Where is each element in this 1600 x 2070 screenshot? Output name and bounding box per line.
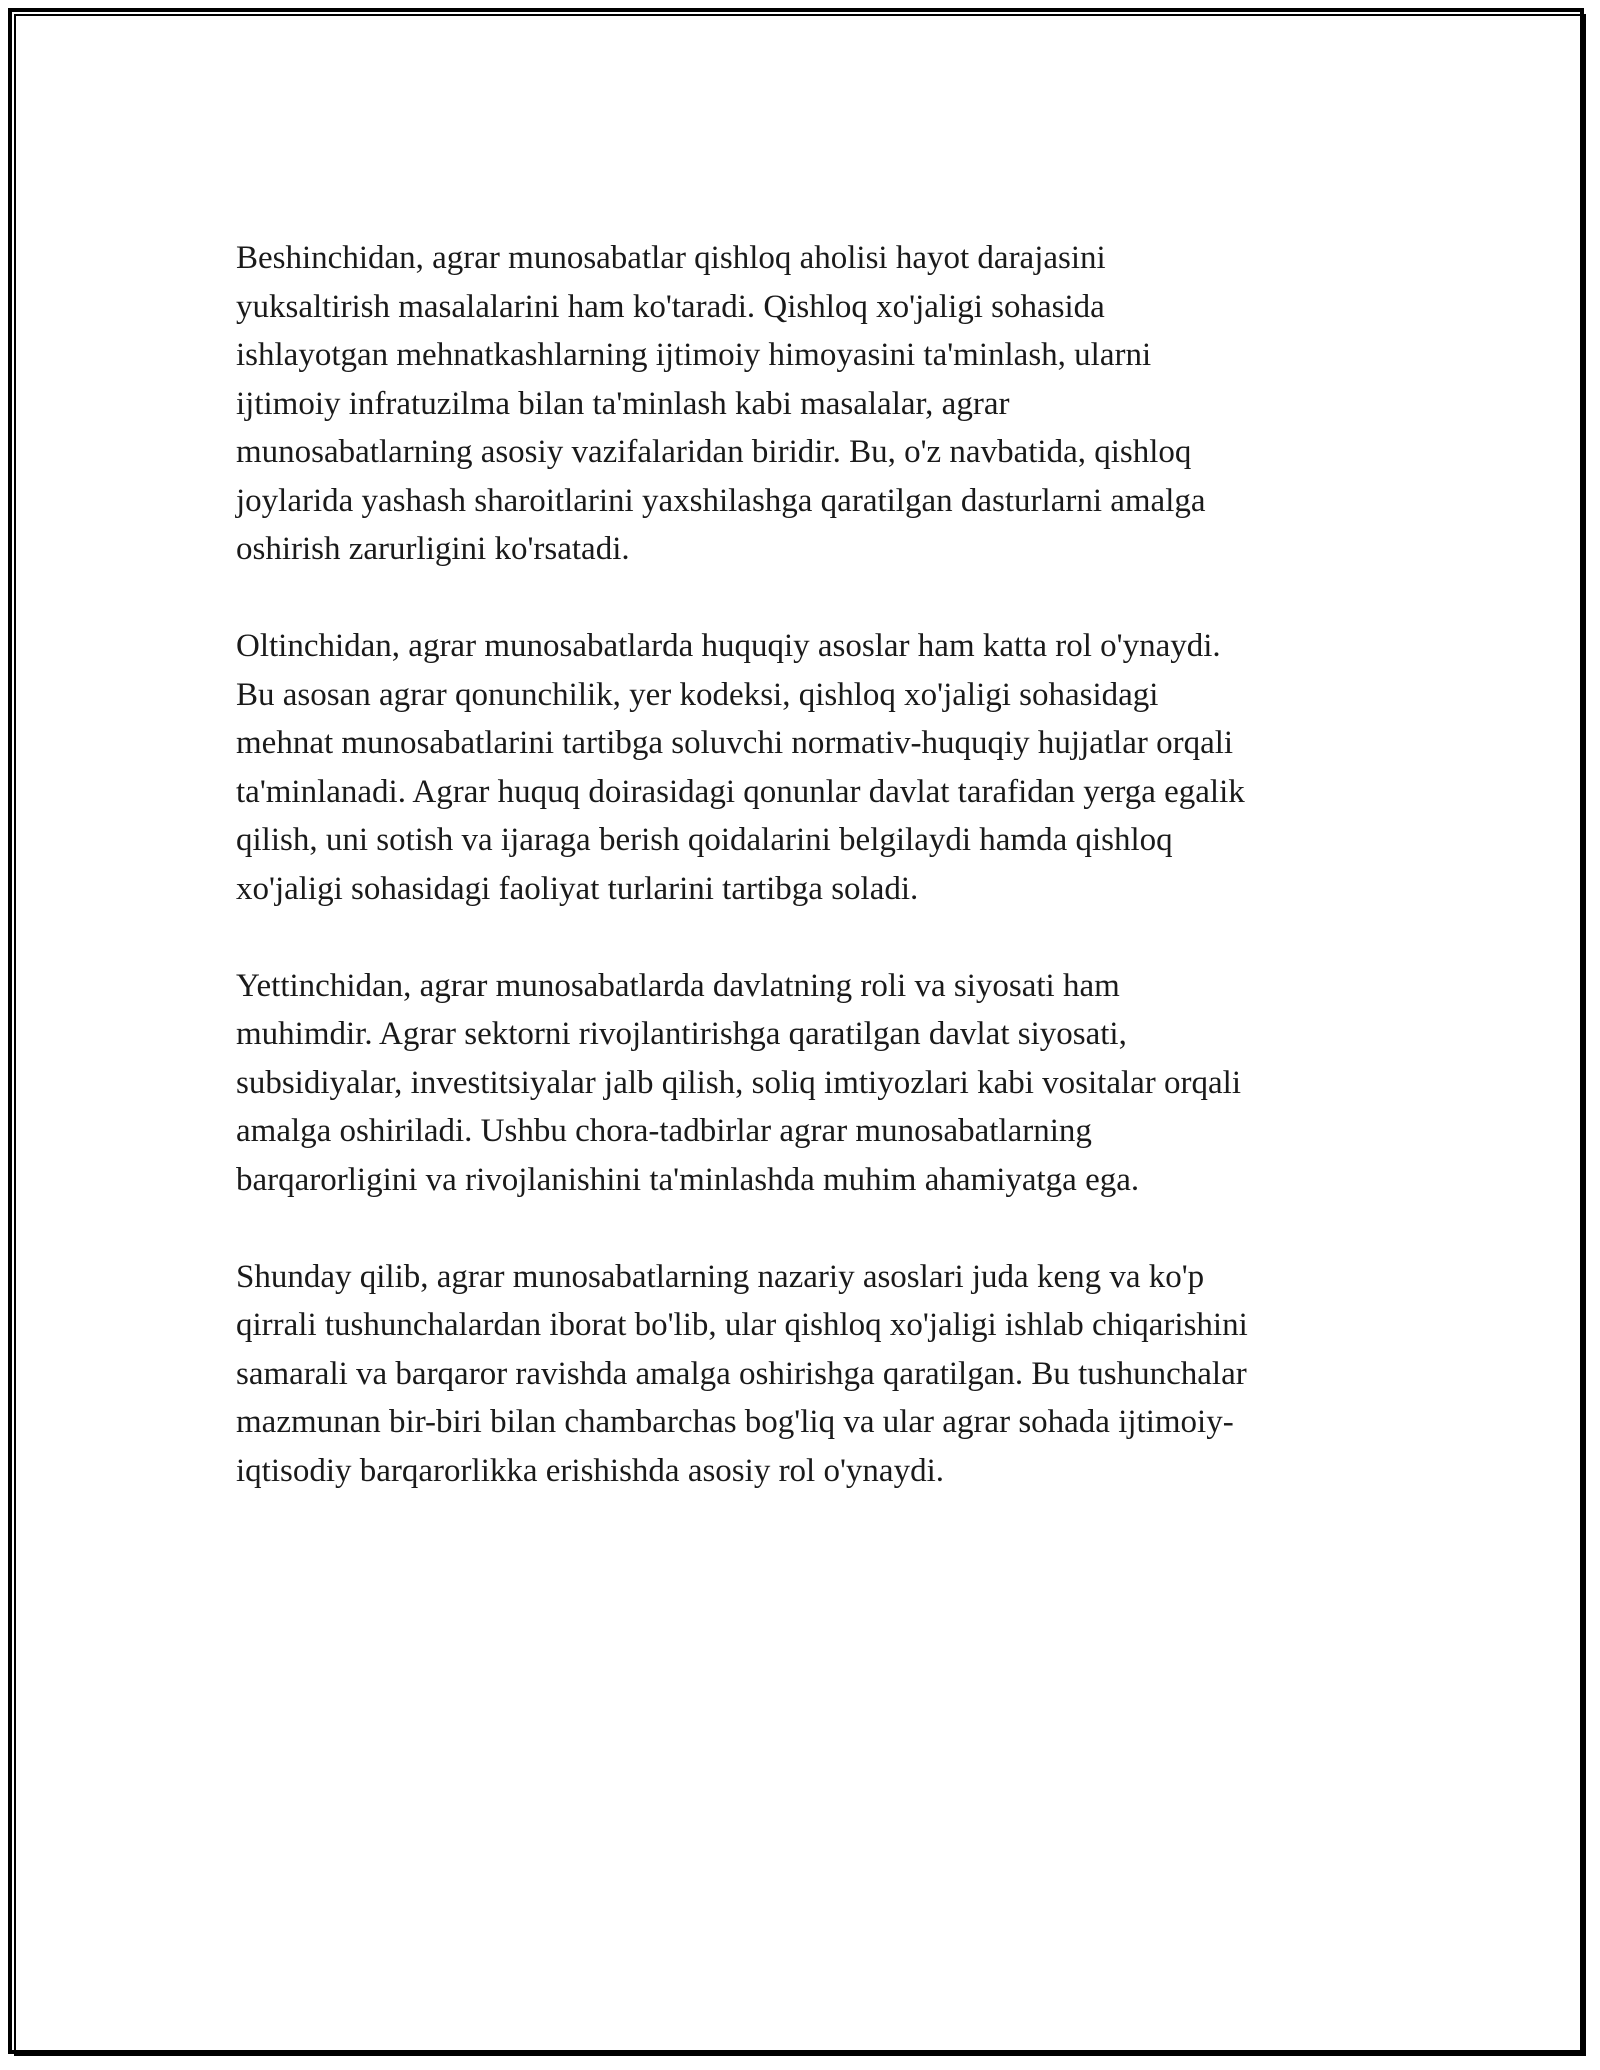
text-line: Shunday qilib, agrar munosabatlarning nazariy asoslari juda keng va ko'p xyxy=(236,1258,1205,1295)
text-line: mazmunan bir-biri bilan chambarchas bog'liq va ular agrar sohada ijtimoiy- xyxy=(236,1404,1234,1440)
paragraph-beshinchidan xyxy=(236,234,1366,574)
text-line: subsidiyalar, investitsiyalar jalb qilish, soliq imtiyozlari kabi vositalar orqali xyxy=(236,1064,1242,1101)
paragraph-yettinchidan xyxy=(236,962,1366,1205)
document-body xyxy=(236,234,1366,1544)
text-line: munosabatlarning asosiy vazifalaridan biridir. Bu, o'z navbatida, qishloq xyxy=(236,434,1192,470)
text-line: mehnat munosabatlarini tartibga soluvchi normativ-huquqiy hujjatlar orqali xyxy=(236,725,1234,761)
text-line: ishlayotgan mehnatkashlarning ijtimoiy himoyasini ta'minlash, ularni xyxy=(236,337,1152,373)
text-line: ijtimoiy infratuzilma bilan ta'minlash kabi masalalar, agrar xyxy=(236,385,1010,422)
text-line: Beshinchidan, agrar munosabatlar qishloq aholisi hayot darajasini xyxy=(236,240,1106,276)
text-line: ta'minlanadi. Agrar huquq doirasidagi qonunlar davlat tarafidan yerga egalik xyxy=(236,773,1245,810)
text-line: xo'jaligi sohasidagi faoliyat turlarini tartibga soladi. xyxy=(236,870,919,907)
text-line: qirrali tushunchalardan iborat bo'lib, ular qishloq xo'jaligi ishlab chiqarishini xyxy=(236,1307,1248,1343)
text-line: Oltinchidan, agrar munosabatlarda huquqiy asoslar ham katta rol o'ynaydi. xyxy=(236,628,1221,664)
text-line: samarali va barqaror ravishda amalga oshirishga qaratilgan. Bu tushunchalar xyxy=(236,1355,1247,1392)
paragraph-oltinchidan xyxy=(236,622,1366,913)
text-line: yuksaltirish masalalarini ham ko'taradi. Qishloq xo'jaligi sohasida xyxy=(236,288,1105,325)
text-line: barqarorligini va rivojlanishini ta'minlashda muhim ahamiyatga ega. xyxy=(236,1161,1140,1198)
text-line: muhimdir. Agrar sektorni rivojlantirishga qaratilgan davlat siyosati, xyxy=(236,1016,1127,1052)
text-line: amalga oshiriladi. Ushbu chora-tadbirlar agrar munosabatlarning xyxy=(236,1113,1092,1149)
paragraph-shunday-qilib xyxy=(236,1253,1366,1496)
text-line: Bu asosan agrar qonunchilik, yer kodeksi, qishloq xo'jaligi sohasidagi xyxy=(236,676,1159,713)
text-line: iqtisodiy barqarorlikka erishishda asosiy rol o'ynaydi. xyxy=(236,1452,944,1489)
text-line: oshirish zarurligini ko'rsatadi. xyxy=(236,531,630,567)
text-line: qilish, uni sotish va ijaraga berish qoidalarini belgilaydi hamda qishloq xyxy=(236,822,1173,858)
text-line: Yettinchidan, agrar munosabatlarda davlatning roli va siyosati ham xyxy=(236,967,1120,1004)
text-line: joylarida yashash sharoitlarini yaxshilashga qaratilgan dasturlarni amalga xyxy=(236,482,1206,519)
